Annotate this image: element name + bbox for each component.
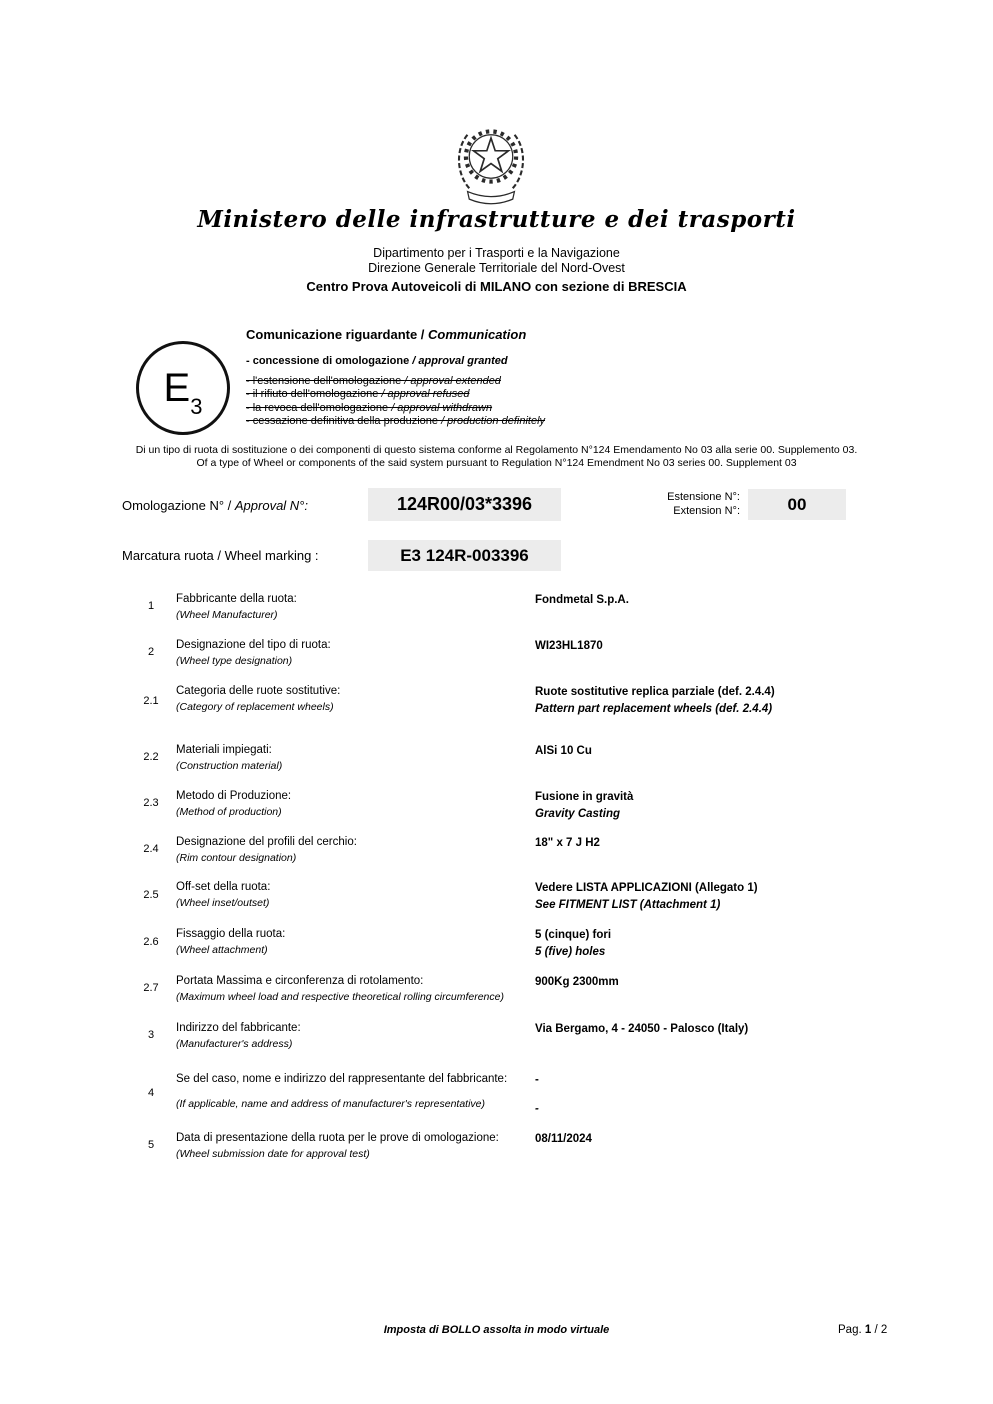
row-label-en: (Wheel inset/outset) xyxy=(176,897,270,909)
row-value: 08/11/2024 xyxy=(535,1133,592,1145)
row-label-en: (Method of production) xyxy=(176,806,282,818)
row-value: WI23HL1870 xyxy=(535,640,603,652)
italy-republic-emblem-icon xyxy=(449,118,533,210)
row-label-en: (Manufacturer's address) xyxy=(176,1038,293,1050)
row-value-en: See FITMENT LIST (Attachment 1) xyxy=(535,899,721,911)
row-label-it: Data di presentazione della ruota per le prove di omologazione: xyxy=(176,1132,499,1144)
row-number: 2.2 xyxy=(143,751,159,763)
item-text-en: / approval refused xyxy=(381,388,470,400)
extension-label-it: Estensione N°: xyxy=(667,491,740,503)
row-label-it: Portata Massima e circonferenza di rotolamento: xyxy=(176,975,424,987)
department-line-3: Centro Prova Autoveicoli di MILANO con sezione di BRESCIA xyxy=(306,279,687,294)
page-number-current: 1 xyxy=(864,1324,872,1336)
row-value: Vedere LISTA APPLICAZIONI (Allegato 1) xyxy=(535,882,758,894)
wheel-marking-label: Marcatura ruota / Wheel marking : xyxy=(122,548,319,563)
approval-number-value: 124R00/03*3396 xyxy=(368,488,561,521)
communication-heading-it: Comunicazione riguardante / xyxy=(246,327,429,342)
item-text-en: / production definitely xyxy=(441,415,546,427)
e3-badge-letter: E xyxy=(163,366,191,410)
approval-label-it: Omologazione N° / xyxy=(122,498,235,513)
row-label-en: (If applicable, name and address of manufacturer's representative) xyxy=(176,1098,486,1110)
row-label-en: (Wheel type designation) xyxy=(176,655,293,667)
bollo-stamp-note: Imposta di BOLLO assolta in modo virtuale xyxy=(383,1324,610,1336)
item-text-it: - l'estensione dell'omologazione xyxy=(246,374,405,387)
approval-number-label xyxy=(122,498,308,513)
row-number: 5 xyxy=(147,1139,155,1151)
row-value-en: Pattern part replacement wheels (def. 2.4.4) xyxy=(535,703,773,715)
approval-label-en: Approval N°: xyxy=(234,498,308,513)
communication-options-list xyxy=(246,355,666,429)
e3-approval-badge xyxy=(136,341,230,435)
row-label-en: (Wheel submission date for approval test) xyxy=(176,1148,370,1160)
row-value: AlSi 10 Cu xyxy=(535,745,592,757)
extension-number-label xyxy=(636,490,740,518)
row-number: 2.1 xyxy=(143,695,159,707)
row-number: 4 xyxy=(147,1087,155,1099)
row-label-en: (Maximum wheel load and respective theoretical rolling circumference) xyxy=(176,991,504,1003)
extension-number-value: 00 xyxy=(748,489,846,520)
row-label-it: Indirizzo del fabbricante: xyxy=(176,1022,301,1034)
list-item-approval-granted xyxy=(246,355,666,369)
row-value: Fusione in gravità xyxy=(535,791,634,803)
regulation-text-en: Of a type of Wheel or components of the said system pursuant to Regulation N°124 Emendment No 03 series 00. Supplement 03 xyxy=(196,457,797,469)
row-label-it: Materiali impiegati: xyxy=(176,744,272,756)
row-number: 2.5 xyxy=(143,889,159,901)
list-item-approval-withdrawn xyxy=(246,402,666,416)
item-text-en: / approval extended xyxy=(404,374,501,387)
list-item-approval-refused xyxy=(246,388,666,402)
row-label-it: Categoria delle ruote sostitutive: xyxy=(176,685,341,697)
item-text-it: - concessione di omologazione xyxy=(246,355,413,367)
row-label-it: Off-set della ruota: xyxy=(176,881,271,893)
row-number: 2.7 xyxy=(143,982,159,994)
list-item-production-ceased xyxy=(246,415,666,429)
row-label-it: Fissaggio della ruota: xyxy=(176,928,286,940)
page-number xyxy=(838,1324,887,1336)
row-label-it: Fabbricante della ruota: xyxy=(176,593,297,605)
row-label-en: (Wheel Manufacturer) xyxy=(176,609,278,621)
department-line-2: Direzione Generale Territoriale del Nord-Ovest xyxy=(368,261,625,275)
communication-heading xyxy=(246,327,526,342)
e3-badge-number: 3 xyxy=(190,394,203,419)
row-value: 900Kg 2300mm xyxy=(535,976,619,988)
row-value-en: - xyxy=(535,1103,539,1115)
department-line-1: Dipartimento per i Trasporti e la Navigazione xyxy=(373,246,620,260)
item-text-it: - la revoca dell'omologazione xyxy=(246,401,392,414)
row-value-en: Gravity Casting xyxy=(535,808,620,820)
extension-label-en: Extension N°: xyxy=(673,505,740,517)
row-number: 3 xyxy=(147,1029,155,1041)
row-value: - xyxy=(535,1074,539,1086)
ministry-title: Ministero delle infrastrutture e dei trasporti xyxy=(197,206,796,233)
item-text-it: - cessazione definitiva della produzione xyxy=(246,415,442,427)
item-text-it: - il rifiuto dell'omologazione xyxy=(246,388,382,400)
regulation-text-it: Di un tipo di ruota di sostituzione o dei componenti di questo sistema conforme al Regolamento N°124 Emendamento No 03 alla serie 00. Supplemento 03. xyxy=(135,444,858,456)
item-text-en: / approval granted xyxy=(412,355,508,367)
row-value: 18" x 7 J H2 xyxy=(535,837,600,849)
page-number-suffix: / 2 xyxy=(871,1324,888,1336)
row-label-it: Se del caso, nome e indirizzo del rappresentante del fabbricante: xyxy=(176,1073,508,1085)
row-value: Via Bergamo, 4 - 24050 - Palosco (Italy) xyxy=(535,1023,749,1035)
communication-heading-en: Communication xyxy=(428,327,527,342)
row-number: 2.3 xyxy=(143,797,159,809)
row-label-it: Designazione del profili del cerchio: xyxy=(176,836,357,848)
row-label-en: (Category of replacement wheels) xyxy=(176,701,334,713)
row-number: 2.6 xyxy=(143,936,159,948)
row-value: Ruote sostitutive replica parziale (def. 2.4.4) xyxy=(535,686,775,698)
row-label-en: (Construction material) xyxy=(176,760,283,772)
item-text-en: / approval withdrawn xyxy=(391,401,493,414)
row-label-it: Metodo di Produzione: xyxy=(176,790,292,802)
row-number: 1 xyxy=(147,600,155,612)
row-number: 2.4 xyxy=(143,843,159,855)
list-item-approval-extended xyxy=(246,375,666,389)
row-label-en: (Wheel attachment) xyxy=(176,944,268,956)
row-value: 5 (cinque) fori xyxy=(535,929,612,941)
row-label-it: Designazione del tipo di ruota: xyxy=(176,639,331,651)
row-number: 2 xyxy=(147,646,155,658)
row-value: Fondmetal S.p.A. xyxy=(535,594,629,606)
wheel-marking-value: E3 124R-003396 xyxy=(368,540,561,571)
page-number-prefix: Pag. xyxy=(838,1324,865,1336)
row-value-en: 5 (five) holes xyxy=(535,946,606,958)
row-label-en: (Rim contour designation) xyxy=(176,852,297,864)
